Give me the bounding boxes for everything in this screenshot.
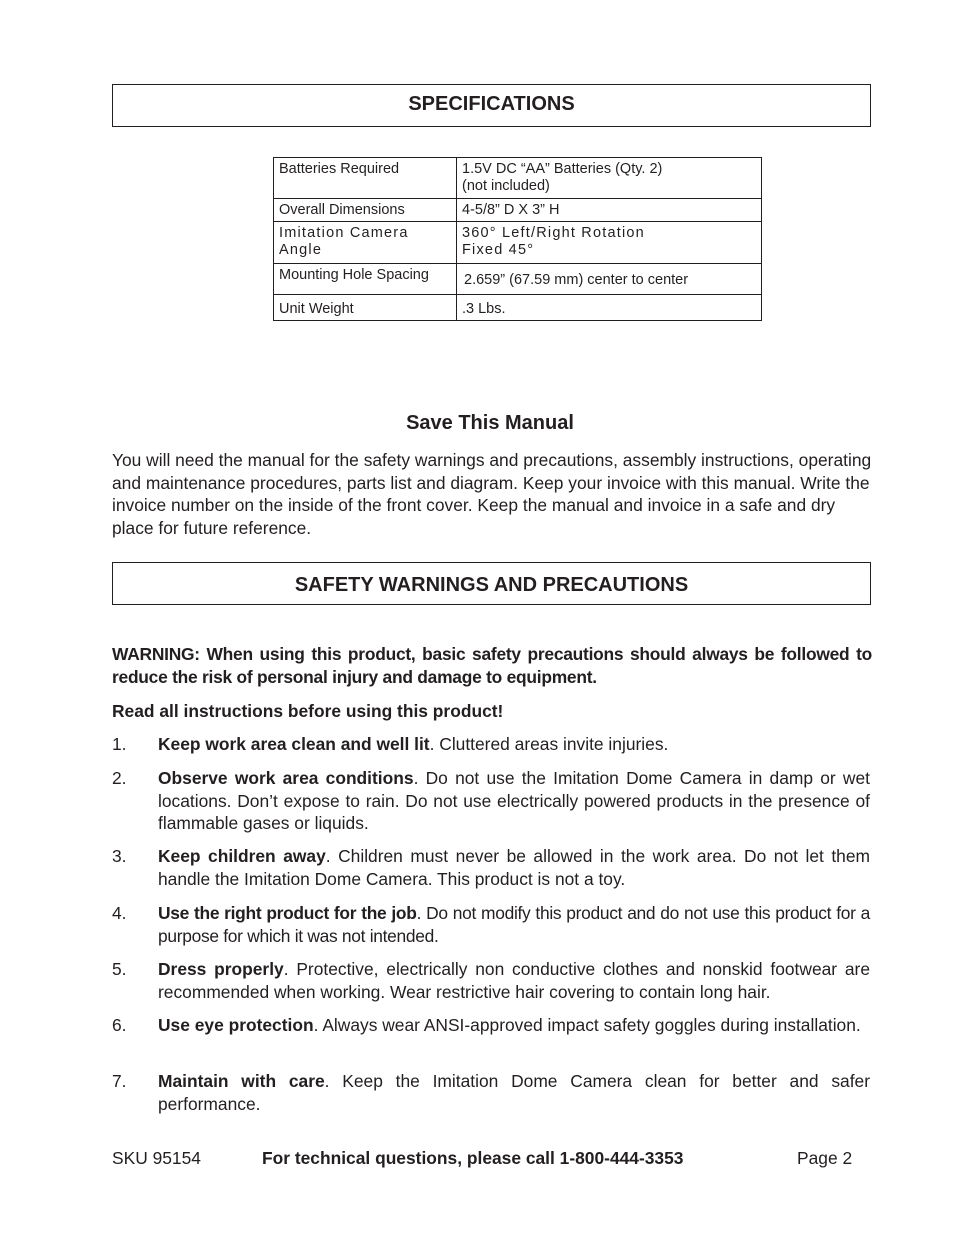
item-text: Use eye protection. Always wear ANSI-approved impact safety goggles during installation. (158, 1015, 861, 1035)
read-all-instructions: Read all instructions before using this product! (112, 701, 504, 721)
item-number: 2. (112, 768, 127, 788)
item-number: 5. (112, 959, 127, 979)
safety-title: SAFETY WARNINGS AND PRECAUTIONS (294, 574, 689, 596)
spec-value: 1.5V DC “AA” Batteries (Qty. 2) (not included) (457, 158, 762, 199)
save-manual-body: You will need the manual for the safety warnings and precautions, assembly instructions, operating and maintenance procedures, parts list and diagram. Keep your invoice with this manual. Write the invoice number on the inside of the front cover. Keep the manual and invoice in a safe and dry place for future reference. (112, 450, 872, 538)
footer-sku: SKU 95154 (112, 1148, 201, 1168)
spec-label: Batteries Required (274, 158, 457, 199)
specifications-header (112, 84, 871, 127)
specifications-table (273, 157, 762, 321)
spec-label: Mounting Hole Spacing (274, 264, 457, 295)
table-row (274, 199, 762, 222)
spec-label: Unit Weight (274, 295, 457, 321)
specifications-title: SPECIFICATIONS (408, 93, 575, 115)
spec-label: Imitation Camera Angle (274, 222, 457, 264)
safety-header (112, 562, 871, 605)
table-row (274, 264, 762, 295)
item-number: 3. (112, 846, 127, 866)
spec-value: 360° Left/Right Rotation Fixed 45° (457, 222, 762, 264)
item-number: 4. (112, 903, 127, 923)
footer-phone: For technical questions, please call 1-800-444-3353 (262, 1148, 684, 1168)
table-row (274, 222, 762, 264)
save-manual-title: Save This Manual (406, 412, 574, 434)
spec-label: Overall Dimensions (274, 199, 457, 222)
item-number: 1. (112, 734, 127, 754)
item-number: 7. (112, 1071, 127, 1091)
item-text: Dress properly. Protective, electrically non conductive clothes and nonskid footwear are recommended when working. Wear restrictive hair covering to contain long hair. (158, 959, 870, 1002)
item-text: Keep children away. Children must never be allowed in the work area. Do not let them handle the Imitation Dome Camera. This product is not a toy. (158, 846, 871, 889)
table-row (274, 158, 762, 199)
spec-value: .3 Lbs. (457, 295, 762, 321)
warning-text: WARNING: When using this product, basic safety precautions should always be followed to reduce the risk of personal injury and damage to equipment. (112, 644, 872, 687)
spec-value: 4-5/8” D X 3” H (457, 199, 762, 222)
item-text: Use the right product for the job. Do not modify this product and do not use this product for a purpose for which it was not intended. (158, 903, 870, 946)
item-text: Keep work area clean and well lit. Cluttered areas invite injuries. (158, 734, 669, 754)
item-text: Observe work area conditions. Do not use the Imitation Dome Camera in damp or wet locations. Don’t expose to rain. Do not use electrically powered products in the presence of flammable gases or liquids. (158, 768, 870, 833)
item-text: Maintain with care. Keep the Imitation Dome Camera clean for better and safer performance. (158, 1071, 871, 1114)
footer-page-number: Page 2 (797, 1148, 853, 1168)
item-number: 6. (112, 1015, 127, 1035)
table-row (274, 295, 762, 321)
spec-value: 2.659” (67.59 mm) center to center (457, 264, 762, 295)
